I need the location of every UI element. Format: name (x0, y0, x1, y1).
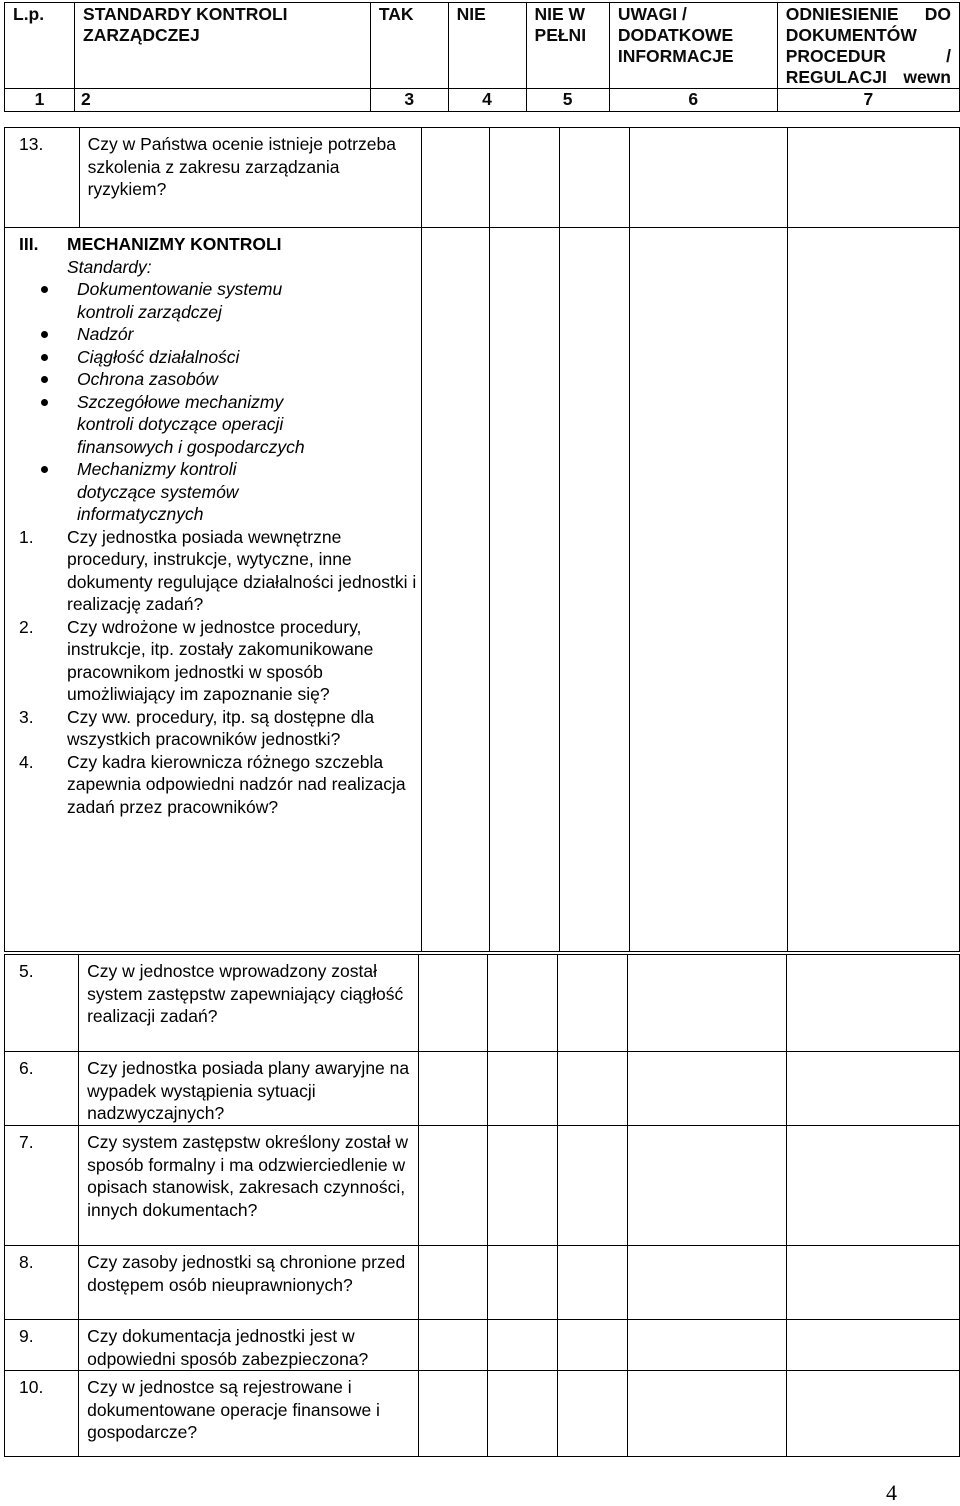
odniesienie-cell[interactable] (787, 1320, 960, 1371)
odniesienie-cell[interactable] (787, 1126, 960, 1246)
table-row (5, 1371, 960, 1457)
standard-label: Nadzór (77, 324, 134, 344)
answer-tak-cell[interactable] (419, 1052, 487, 1126)
list-item (41, 368, 421, 391)
answer-tak-cell[interactable] (421, 228, 489, 952)
standards-label-line (5, 256, 421, 279)
row-number: 9. (5, 1320, 79, 1371)
uwagi-cell[interactable] (628, 1371, 787, 1457)
list-item (41, 346, 421, 369)
answer-nie-w-pelni-cell[interactable] (558, 1320, 628, 1371)
table-row (5, 1246, 960, 1320)
row-question: Czy dokumentacja jednostki jest w odpowiedni sposób zabezpieczona? (79, 1320, 419, 1371)
section-title: MECHANIZMY KONTROLI (67, 234, 282, 254)
answer-nie-cell[interactable] (489, 128, 559, 228)
standard-label: Mechanizmy kontroli dotyczące systemów informatycznych (77, 459, 239, 524)
header-standards: STANDARDY KONTROLI ZARZĄDCZEJ (75, 3, 371, 89)
answer-tak-cell[interactable] (419, 1371, 487, 1457)
header-number-row (5, 89, 960, 112)
answer-tak-cell[interactable] (419, 1246, 487, 1320)
odniesienie-cell[interactable] (787, 955, 960, 1052)
header-number-3: 3 (370, 89, 448, 112)
row-number: 7. (5, 1126, 79, 1246)
header-table (4, 2, 960, 112)
bullet-icon (41, 286, 48, 293)
list-item (41, 391, 317, 459)
standard-label: Ochrona zasobów (77, 369, 219, 389)
answer-nie-w-pelni-cell[interactable] (559, 228, 629, 952)
section-heading (5, 233, 421, 256)
question-number: 1. (19, 526, 34, 547)
row-question: Czy w Państwa ocenie istnieje potrzeba szkolenia z zakresu zarządzania ryzykiem? (79, 128, 421, 228)
uwagi-cell[interactable] (628, 955, 787, 1052)
header-number-5: 5 (526, 89, 609, 112)
table-row (5, 1052, 960, 1126)
row-number: 6. (5, 1052, 79, 1126)
question-text: Czy ww. procedury, itp. są dostępne dla wszystkich pracowników jednostki? (67, 706, 375, 749)
answer-nie-cell[interactable] (487, 1052, 557, 1126)
header-row (5, 3, 960, 89)
answer-nie-cell[interactable] (487, 1246, 557, 1320)
header-uwagi: UWAGI / DODATKOWE INFORMACJE (609, 3, 777, 89)
header-nie: NIE (448, 3, 526, 89)
row-number: 8. (5, 1246, 79, 1320)
section-content (5, 228, 422, 952)
answer-nie-w-pelni-cell[interactable] (558, 1052, 628, 1126)
bullet-icon (41, 331, 48, 338)
odniesienie-cell[interactable] (787, 1246, 960, 1320)
question-text: Czy wdrożone w jednostce procedury, instrukcje, itp. zostały zakomunikowane pracownikom jednostki w sposób umożliwiający im zapoznanie się? (67, 616, 374, 704)
header-number-1: 1 (5, 89, 75, 112)
answer-tak-cell[interactable] (419, 955, 487, 1052)
section-number: III. (19, 234, 39, 254)
answer-nie-w-pelni-cell[interactable] (558, 1371, 628, 1457)
header-odniesienie: ODNIESIENIE DO DOKUMENTÓW PROCEDUR / REGULACJI wewn (777, 3, 959, 89)
header-nie-w-pelni: NIE W PEŁNI (526, 3, 609, 89)
answer-nie-cell[interactable] (487, 1320, 557, 1371)
bullet-icon (41, 466, 48, 473)
answer-nie-cell[interactable] (487, 1371, 557, 1457)
answer-nie-w-pelni-cell[interactable] (558, 1126, 628, 1246)
uwagi-cell[interactable] (628, 1246, 787, 1320)
row-number: 5. (5, 955, 79, 1052)
question-text: Czy jednostka posiada wewnętrzne procedury, instrukcje, wytyczne, inne dokumenty regulujące działalności jednostki i realizację zadań? (67, 526, 417, 614)
question-item (5, 526, 421, 616)
row-question: Czy system zastępstw określony został w sposób formalny i ma odzwierciedlenie w opisach stanowisk, zakresach czynności, innych dokumentach? (79, 1126, 419, 1246)
spacer (5, 256, 67, 279)
uwagi-cell[interactable] (628, 1126, 787, 1246)
row-number: 10. (5, 1371, 79, 1457)
answer-nie-cell[interactable] (487, 1126, 557, 1246)
odniesienie-cell[interactable] (788, 228, 960, 952)
uwagi-cell[interactable] (628, 1052, 787, 1126)
header-number-6: 6 (609, 89, 777, 112)
answer-nie-w-pelni-cell[interactable] (559, 128, 629, 228)
row-question: Czy zasoby jednostki są chronione przed dostępem osób nieuprawnionych? (79, 1246, 419, 1320)
row-question: Czy jednostka posiada plany awaryjne na wypadek wystąpienia sytuacji nadzwyczajnych? (79, 1052, 419, 1126)
row-question: Czy w jednostce wprowadzony został system zastępstw zapewniający ciągłość realizacji zadań? (79, 955, 419, 1052)
list-item (41, 323, 421, 346)
section-row (5, 228, 960, 952)
bullet-icon (41, 399, 48, 406)
standards-list (5, 278, 421, 526)
answer-nie-w-pelni-cell[interactable] (558, 955, 628, 1052)
row-number: 13. (5, 128, 80, 228)
standard-label: Dokumentowanie systemu kontroli zarządczej (77, 279, 283, 322)
bullet-icon (41, 376, 48, 383)
odniesienie-cell[interactable] (787, 1052, 960, 1126)
uwagi-cell[interactable] (628, 1320, 787, 1371)
standards-label: Standardy: (67, 256, 152, 277)
table-row (5, 955, 960, 1052)
odniesienie-cell[interactable] (787, 1371, 960, 1457)
question-item (5, 616, 421, 706)
question-number: 2. (19, 616, 34, 637)
header-number-7: 7 (777, 89, 959, 112)
answer-tak-cell[interactable] (419, 1126, 487, 1246)
question-text: Czy kadra kierownicza różnego szczebla zapewnia odpowiedni nadzór nad realizacja zadań przez pracowników? (67, 751, 406, 817)
row-question: Czy w jednostce są rejestrowane i dokumentowane operacje finansowe i gospodarcze? (79, 1371, 419, 1457)
standard-label: Ciągłość działalności (77, 346, 240, 367)
table-row (5, 1320, 960, 1371)
control-table-part1 (4, 127, 960, 952)
answer-tak-cell[interactable] (419, 1320, 487, 1371)
table-row (5, 1126, 960, 1246)
header-tak: TAK (370, 3, 448, 89)
question-item (5, 706, 421, 751)
header-lp: L.p. (5, 3, 75, 89)
page-number: 4 (886, 1480, 897, 1505)
control-table-part2 (4, 954, 960, 1457)
standard-label: Szczegółowe mechanizmy kontroli dotyczące operacji finansowych i gospodarczych (77, 391, 305, 457)
table-row (5, 128, 960, 228)
odniesienie-cell[interactable] (788, 128, 960, 228)
answer-nie-cell[interactable] (489, 228, 559, 952)
answer-nie-w-pelni-cell[interactable] (558, 1246, 628, 1320)
uwagi-cell[interactable] (629, 228, 787, 952)
header-number-4: 4 (448, 89, 526, 112)
question-number: 4. (19, 751, 34, 772)
list-item (41, 278, 315, 323)
question-number: 3. (19, 706, 34, 727)
header-number-2: 2 (75, 89, 371, 112)
question-item (5, 751, 421, 819)
answer-tak-cell[interactable] (421, 128, 489, 228)
answer-nie-cell[interactable] (487, 955, 557, 1052)
uwagi-cell[interactable] (629, 128, 787, 228)
list-item (41, 458, 277, 526)
bullet-icon (41, 354, 48, 361)
